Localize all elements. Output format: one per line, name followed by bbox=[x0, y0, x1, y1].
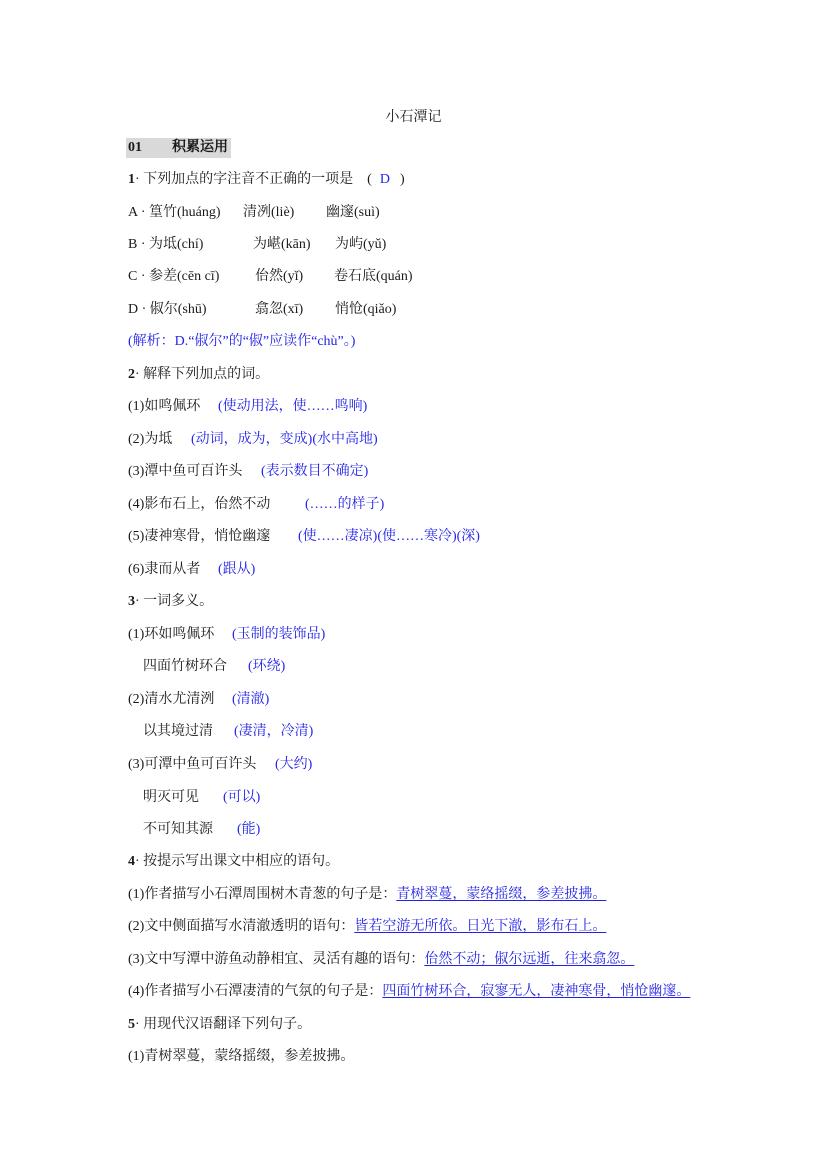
q3-item bbox=[128, 626, 325, 644]
item-answer: (跟从) bbox=[218, 562, 256, 577]
question-number: 1 bbox=[128, 172, 135, 187]
item-text: (3)可潭中鱼可百许头 bbox=[128, 757, 257, 772]
option-b bbox=[128, 236, 386, 254]
q2-item bbox=[128, 463, 368, 481]
q3-item bbox=[128, 756, 312, 774]
item-answer: (可以) bbox=[223, 790, 261, 805]
analysis: (解析：D.“俶尔”的“俶”应读作“chù”。) bbox=[128, 334, 356, 349]
q3-item bbox=[128, 691, 269, 709]
item-answer: (表示数目不确定) bbox=[261, 464, 369, 479]
option-label: B · 为坻(chí) bbox=[128, 237, 204, 252]
item-answer: (使……凄凉)(使……寒冷)(深) bbox=[298, 529, 480, 544]
option-item: 悄怆(qiǎo) bbox=[335, 302, 397, 317]
question-stem: · 按提示写出课文中相应的语句。 bbox=[135, 854, 340, 869]
item-answer: 皆若空游无所依。日光下澈，影布石上。 bbox=[354, 919, 607, 934]
item-text: (2)为坻 bbox=[128, 432, 173, 447]
item-text: (3)潭中鱼可百许头 bbox=[128, 464, 243, 479]
q3-item bbox=[143, 789, 260, 807]
section-label: 积累运用 bbox=[172, 140, 228, 155]
option-label: C · 参差(cēn cī) bbox=[128, 269, 220, 284]
question-3 bbox=[128, 593, 213, 611]
option-d bbox=[128, 301, 396, 319]
question-1 bbox=[128, 171, 405, 189]
q4-item bbox=[128, 983, 690, 1001]
option-item: 卷石底(quán) bbox=[334, 269, 413, 284]
q2-item bbox=[128, 398, 367, 416]
q3-item bbox=[143, 723, 313, 741]
q2-item bbox=[128, 561, 255, 579]
item-answer: (玉制的装饰品) bbox=[232, 627, 326, 642]
question-number: 2 bbox=[128, 367, 135, 382]
item-answer: (动词，成为，变成)(水中高地) bbox=[191, 432, 378, 447]
option-item: 为嵁(kān) bbox=[253, 237, 311, 252]
q2-item bbox=[128, 496, 384, 514]
option-item: 清冽(liè) bbox=[243, 205, 295, 220]
answer: D bbox=[379, 172, 390, 187]
item-text: (1)青树翠蔓，蒙络摇缀，参差披拂。 bbox=[128, 1049, 355, 1064]
question-number: 4 bbox=[128, 854, 135, 869]
option-item: 为屿(yǔ) bbox=[335, 237, 387, 252]
item-answer: (能) bbox=[237, 822, 261, 837]
q4-item bbox=[128, 951, 634, 969]
option-item: 佁然(yǐ) bbox=[255, 269, 304, 284]
item-text: (4)影布石上，佁然不动 bbox=[128, 497, 271, 512]
close-paren: ) bbox=[399, 172, 405, 187]
item-answer: 四面竹树环合，寂寥无人，凄神寒骨，悄怆幽邃。 bbox=[382, 984, 691, 999]
item-text: (1)环如鸣佩环 bbox=[128, 627, 215, 642]
item-text: (2)清水尤清洌 bbox=[128, 692, 215, 707]
item-answer: 佁然不动；俶尔远逝，往来翕忽。 bbox=[424, 952, 635, 967]
item-answer: (清澈) bbox=[232, 692, 270, 707]
item-text: (1)作者描写小石潭周围树木青葱的句子是： bbox=[128, 887, 397, 902]
q5-item bbox=[128, 1048, 354, 1066]
option-item: 翕忽(xī) bbox=[255, 302, 304, 317]
item-text: (6)隶而从者 bbox=[128, 562, 201, 577]
item-answer: 青树翠蔓，蒙络摇缀，参差披拂。 bbox=[396, 887, 607, 902]
item-answer: (大约) bbox=[275, 757, 313, 772]
item-answer: (……的样子) bbox=[305, 497, 385, 512]
question-stem: · 一词多义。 bbox=[135, 594, 214, 609]
question-5 bbox=[128, 1016, 311, 1034]
question-stem: · 解释下列加点的词。 bbox=[135, 367, 270, 382]
question-number: 5 bbox=[128, 1017, 135, 1032]
q4-item bbox=[128, 918, 606, 936]
section-number: 01 bbox=[128, 140, 142, 155]
q3-item bbox=[143, 658, 285, 676]
option-item: 幽邃(suì) bbox=[326, 205, 380, 220]
q4-item bbox=[128, 886, 606, 904]
question-stem: · 用现代汉语翻译下列句子。 bbox=[135, 1017, 312, 1032]
item-text: (5)凄神寒骨，悄怆幽邃 bbox=[128, 529, 271, 544]
option-label: D · 俶尔(shū) bbox=[128, 302, 207, 317]
item-text: (1)如鸣佩环 bbox=[128, 399, 201, 414]
question-4 bbox=[128, 853, 339, 871]
item-text: 以其境过清 bbox=[143, 724, 213, 739]
page-title: 小石潭记 bbox=[385, 110, 442, 125]
section-heading bbox=[126, 138, 231, 158]
q3-item bbox=[143, 821, 260, 839]
item-text: 四面竹树环合 bbox=[143, 659, 227, 674]
question-stem: · 下列加点的字注音不正确的一项是 ( bbox=[135, 172, 372, 187]
q2-item bbox=[128, 431, 378, 449]
option-label: A · 篁竹(huáng) bbox=[128, 205, 221, 220]
item-text: 不可知其源 bbox=[143, 822, 213, 837]
question-2 bbox=[128, 366, 269, 384]
option-a bbox=[128, 204, 380, 222]
question-number: 3 bbox=[128, 594, 135, 609]
item-answer: (环绕) bbox=[248, 659, 286, 674]
item-text: (3)文中写潭中游鱼动静相宜、灵活有趣的语句： bbox=[128, 952, 425, 967]
q2-item bbox=[128, 528, 480, 546]
option-c bbox=[128, 268, 413, 286]
item-text: (4)作者描写小石潭凄清的气氛的句子是： bbox=[128, 984, 383, 999]
item-text: (2)文中侧面描写水清澈透明的语句： bbox=[128, 919, 355, 934]
item-text: 明灭可见 bbox=[143, 790, 199, 805]
item-answer: (使动用法，使……鸣响) bbox=[218, 399, 368, 414]
item-answer: (凄清，冷清) bbox=[234, 724, 314, 739]
